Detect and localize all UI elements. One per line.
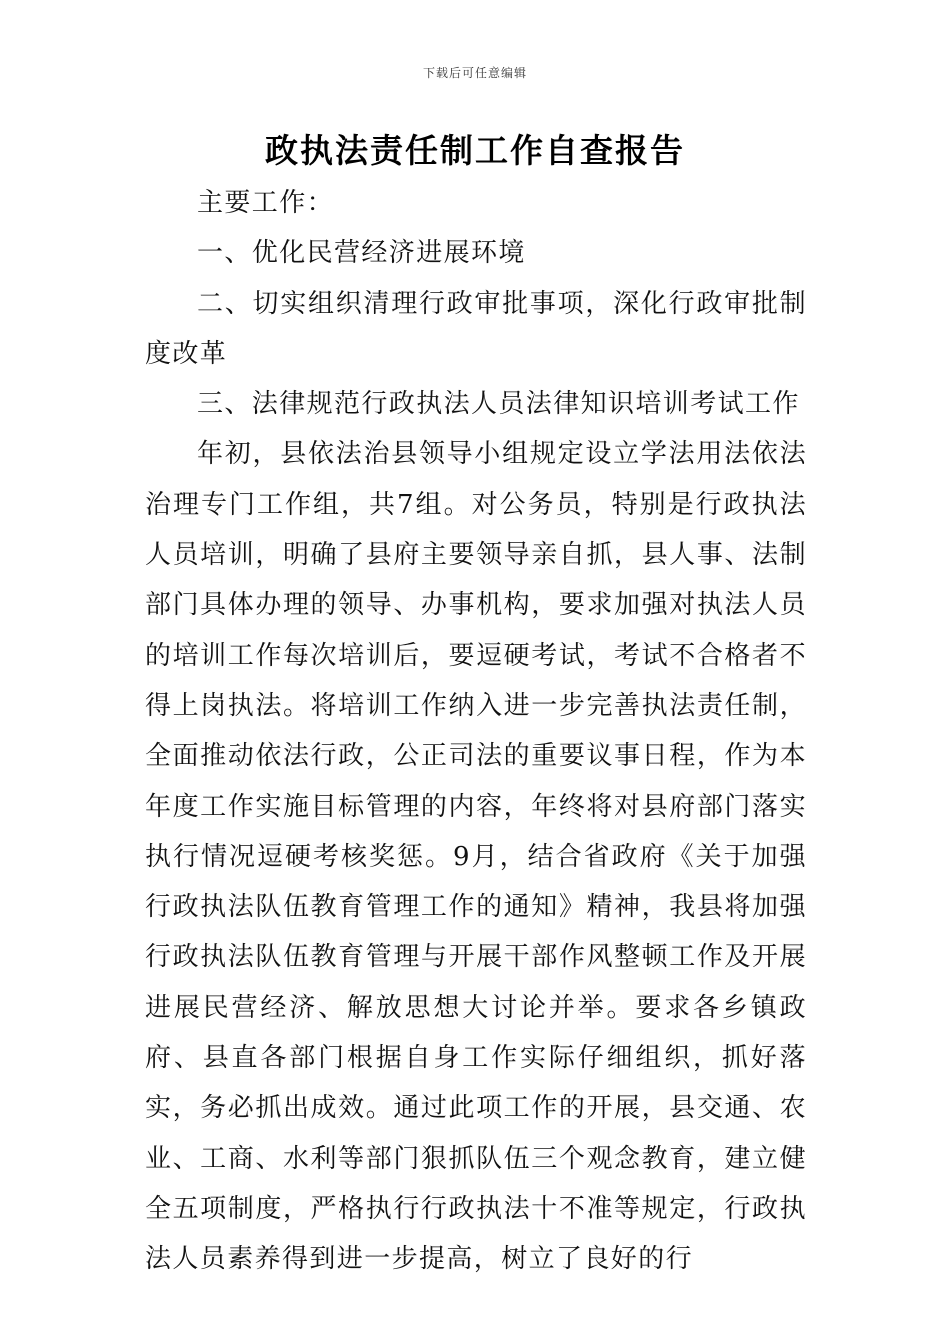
paragraph-body: 年初，县依法治县领导小组规定设立学法用法依法治理专门工作组，共7组。对公务员，特别是行政执法人员培训，明确了县府主要领导亲自抓，县人事、法制部门具体办理的领导、办事机构，要求加强对执法人员的培训工作每次培训后，要逗硬考试，考试不合格者不得上岗执法。将培训工作纳入进一步完善执法责任制，全面推动依法行政，公正司法的重要议事日程，作为本年度工作实施目标管理的内容，年终将对县府部门落实执行情况逗硬考核奖惩。9月，结合省政府《关于加强行政执法队伍教育管理工作的通知》精神，我县将加强行政执法队伍教育管理与开展干部作风整顿工作及开展进展民营经济、解放思想大讨论并举。要求各乡镇政府、县直各部门根据自身工作实际仔细组织，抓好落实，务必抓出成效。通过此项工作的开展，县交通、农业、工商、水利等部门狠抓队伍三个观念教育，建立健全五项制度，严格执行行政执法十不准等规定，行政执法人员素养得到进一步提高，树立了良好的行	[145, 439, 807, 1275]
paragraph-item-1: 一、优化民营经济进展环境	[197, 238, 526, 269]
document-title: 政执法责任制工作自查报告	[265, 131, 685, 170]
document-body	[145, 178, 807, 1285]
header-note: 下载后可任意编辑	[422, 66, 527, 80]
paragraph-item-3: 三、法律规范行政执法人员法律知识培训考试工作	[197, 389, 800, 420]
paragraph-item-2: 二、切实组织清理行政审批事项，深化行政审批制度改革	[145, 288, 807, 369]
paragraph-main-work: 主要工作：	[197, 188, 335, 218]
